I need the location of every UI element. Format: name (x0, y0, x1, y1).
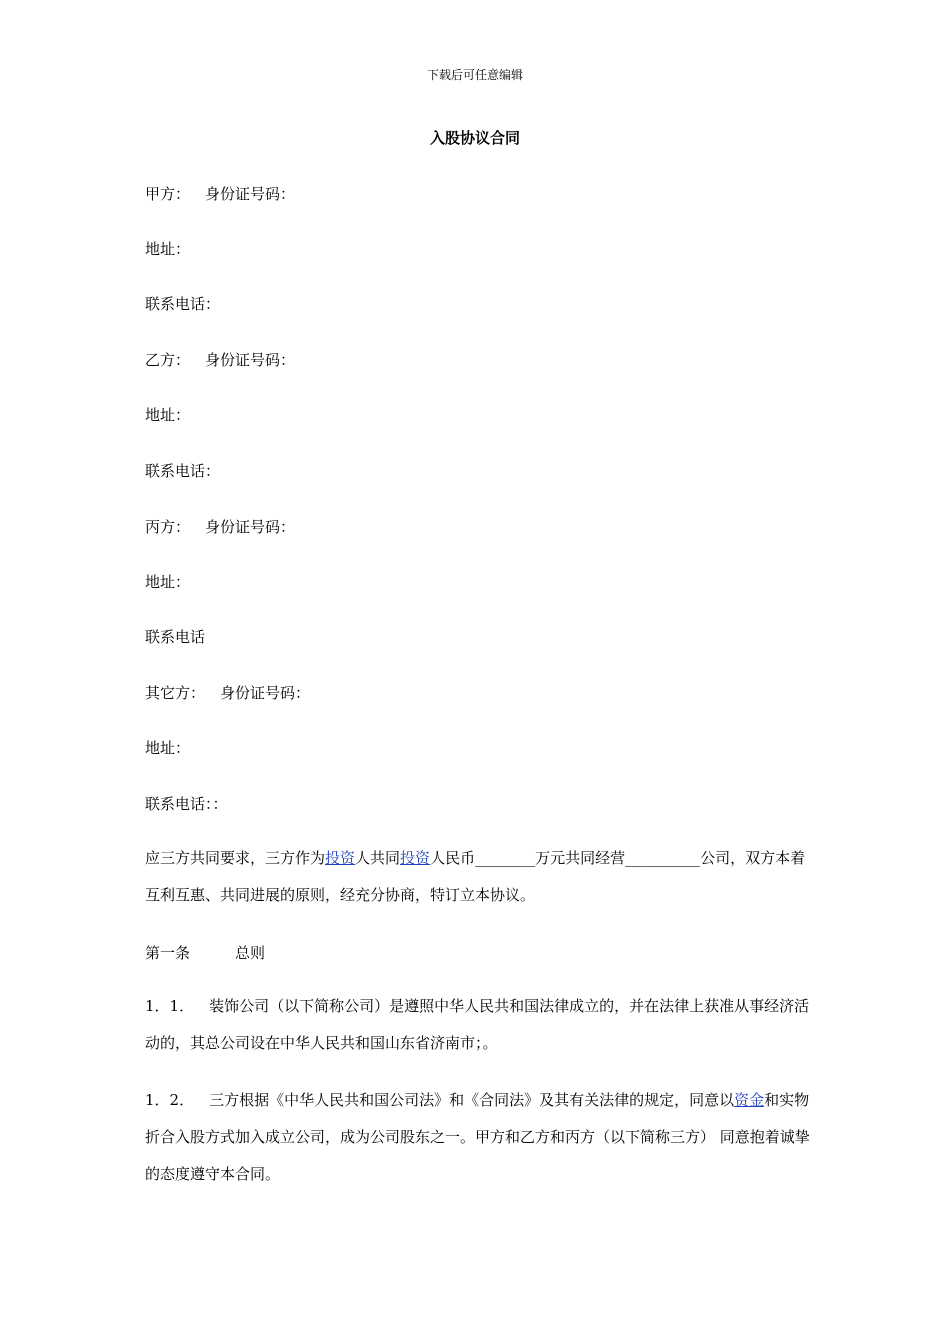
party-c-address: 地址： (145, 573, 191, 591)
party-a-phone: 联系电话： (145, 295, 221, 313)
party-other-phone: 联系电话：： (145, 795, 228, 813)
party-c-id-label: 身份证号码： (205, 518, 296, 536)
intro-paragraph (145, 840, 810, 914)
party-other-line (145, 683, 310, 703)
page-header-note: 下载后可任意编辑 (426, 68, 523, 82)
article-1-heading (145, 943, 265, 963)
party-c-line (145, 517, 295, 537)
party-b-role: 乙方： (145, 351, 191, 369)
party-a-id-label: 身份证号码： (205, 185, 296, 203)
party-other-id-label: 身份证号码： (220, 684, 311, 702)
document-title: 入股协议合同 (429, 129, 520, 147)
party-a-role: 甲方： (145, 185, 191, 203)
clause-1-2-text-2: 和实物折合入股方式加入成立公司，成为公司股东之一。甲方和乙方和丙方（以下简称三方） 同意抱着诚挚的态度遵守本合同。 (145, 1091, 810, 1183)
investment-link-2[interactable]: 投资 (400, 849, 431, 867)
intro-text-2: 人共同 (355, 849, 401, 867)
party-b-id-label: 身份证号码： (205, 351, 296, 369)
party-a-line (145, 184, 295, 204)
clause-1-2-text-1: 三方根据《中华人民共和国公司法》和《合同法》及其有关法律的规定，同意以 (209, 1091, 735, 1109)
party-other-address: 地址： (145, 739, 191, 757)
party-c-role: 丙方： (145, 518, 191, 536)
party-other-role: 其它方： (145, 684, 206, 702)
party-c-phone: 联系电话 (145, 628, 206, 646)
party-a-address: 地址： (145, 240, 191, 258)
clause-1-1-text: 装饰公司（以下简称公司）是遵照中华人民共和国法律成立的，并在法律上获准从事经济活动的，其总公司设在中华人民共和国山东省济南市；。 (145, 997, 810, 1052)
clause-1-2 (145, 1082, 810, 1193)
party-b-address: 地址： (145, 406, 191, 424)
clause-1-1-number: 1．1． (145, 997, 195, 1015)
clause-1-2-number: 1．2． (145, 1091, 195, 1109)
intro-text-3: 人民币________万元共同经营__________公司，双方本着互利互惠、共同进展的原则，经充分协商，特订立本协议。 (145, 849, 806, 904)
intro-text-1: 应三方共同要求，三方作为 (145, 849, 326, 867)
investment-link-1[interactable]: 投资 (325, 849, 356, 867)
clause-1-1 (145, 988, 810, 1062)
party-b-phone: 联系电话： (145, 462, 221, 480)
article-1-title: 总则 (235, 944, 266, 962)
party-b-line (145, 350, 295, 370)
capital-link[interactable]: 资金 (734, 1091, 765, 1109)
article-1-number: 第一条 (145, 944, 191, 962)
